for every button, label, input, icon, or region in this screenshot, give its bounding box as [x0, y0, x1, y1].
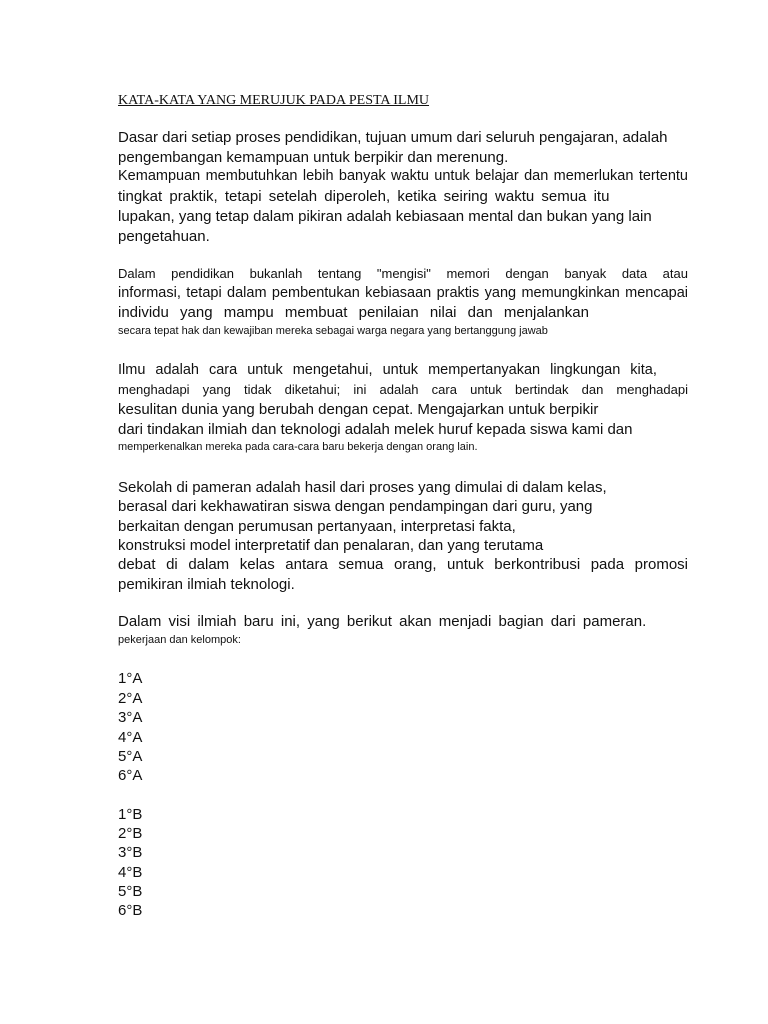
class-list-item: 1°B [118, 806, 143, 823]
paragraph-5-line-1: Dalam visi ilmiah baru ini, yang berikut akan menjadi bagian dari pameran. [118, 613, 647, 630]
document-title: KATA-KATA YANG MERUJUK PADA PESTA ILMU [118, 93, 430, 108]
paragraph-2-line-4: secara tepat hak dan kewajiban mereka sebagai warga negara yang bertanggung jawab [118, 325, 548, 337]
paragraph-5-line-2: pekerjaan dan kelompok: [118, 634, 241, 646]
class-list-item: 3°B [118, 844, 143, 861]
class-list-item: 4°A [118, 729, 143, 746]
class-list-item: 2°A [118, 690, 143, 707]
paragraph-4-line-5: debat di dalam kelas antara semua orang, untuk berkontribusi pada promosi [118, 556, 688, 573]
paragraph-4-line-3: berkaitan dengan perumusan pertanyaan, interpretasi fakta, [118, 518, 516, 535]
class-list-item: 6°B [118, 902, 143, 919]
paragraph-2-line-3: individu yang mampu membuat penilaian nilai dan menjalankan [118, 304, 589, 321]
paragraph-4-line-4: konstruksi model interpretatif dan penalaran, dan yang terutama [118, 537, 544, 554]
paragraph-3-line-1: Ilmu adalah cara untuk mengetahui, untuk mempertanyakan lingkungan kita, [118, 362, 657, 378]
paragraph-1-line-6: pengetahuan. [118, 228, 210, 245]
class-list-item: 5°A [118, 748, 143, 765]
class-list-item: 3°A [118, 709, 143, 726]
paragraph-4-line-1: Sekolah di pameran adalah hasil dari proses yang dimulai di dalam kelas, [118, 479, 607, 496]
class-list-item: 6°A [118, 767, 143, 784]
paragraph-3-line-5: memperkenalkan mereka pada cara-cara baru bekerja dengan orang lain. [118, 441, 478, 453]
paragraph-1-line-3: Kemampuan membutuhkan lebih banyak waktu untuk belajar dan memerlukan tertentu [118, 168, 688, 184]
paragraph-3-line-2: menghadapi yang tidak diketahui; ini adalah cara untuk bertindak dan menghadapi [118, 382, 688, 397]
class-list-item: 1°A [118, 670, 143, 687]
paragraph-2-line-1: Dalam pendidikan bukanlah tentang "mengisi" memori dengan banyak data atau [118, 266, 688, 281]
class-list-item: 5°B [118, 883, 143, 900]
paragraph-4-line-6: pemikiran ilmiah teknologi. [118, 576, 295, 593]
paragraph-1-line-2: pengembangan kemampuan untuk berpikir dan merenung. [118, 149, 509, 166]
paragraph-4-line-2: berasal dari kekhawatiran siswa dengan pendampingan dari guru, yang [118, 498, 593, 515]
paragraph-2-line-2: informasi, tetapi dalam pembentukan kebiasaan praktis yang memungkinkan mencapai [118, 285, 688, 301]
class-list-item: 4°B [118, 864, 143, 881]
paragraph-1-line-4: tingkat praktik, tetapi setelah diperoleh, ketika seiring waktu semua itu [118, 188, 610, 205]
paragraph-1-line-1: Dasar dari setiap proses pendidikan, tujuan umum dari seluruh pengajaran, adalah [118, 129, 668, 146]
class-list-item: 2°B [118, 825, 143, 842]
paragraph-3-line-3: kesulitan dunia yang berubah dengan cepat. Mengajarkan untuk berpikir [118, 401, 599, 418]
paragraph-3-line-4: dari tindakan ilmiah dan teknologi adalah melek huruf kepada siswa kami dan [118, 421, 633, 438]
paragraph-1-line-5: lupakan, yang tetap dalam pikiran adalah kebiasaan mental dan bukan yang lain [118, 208, 652, 225]
